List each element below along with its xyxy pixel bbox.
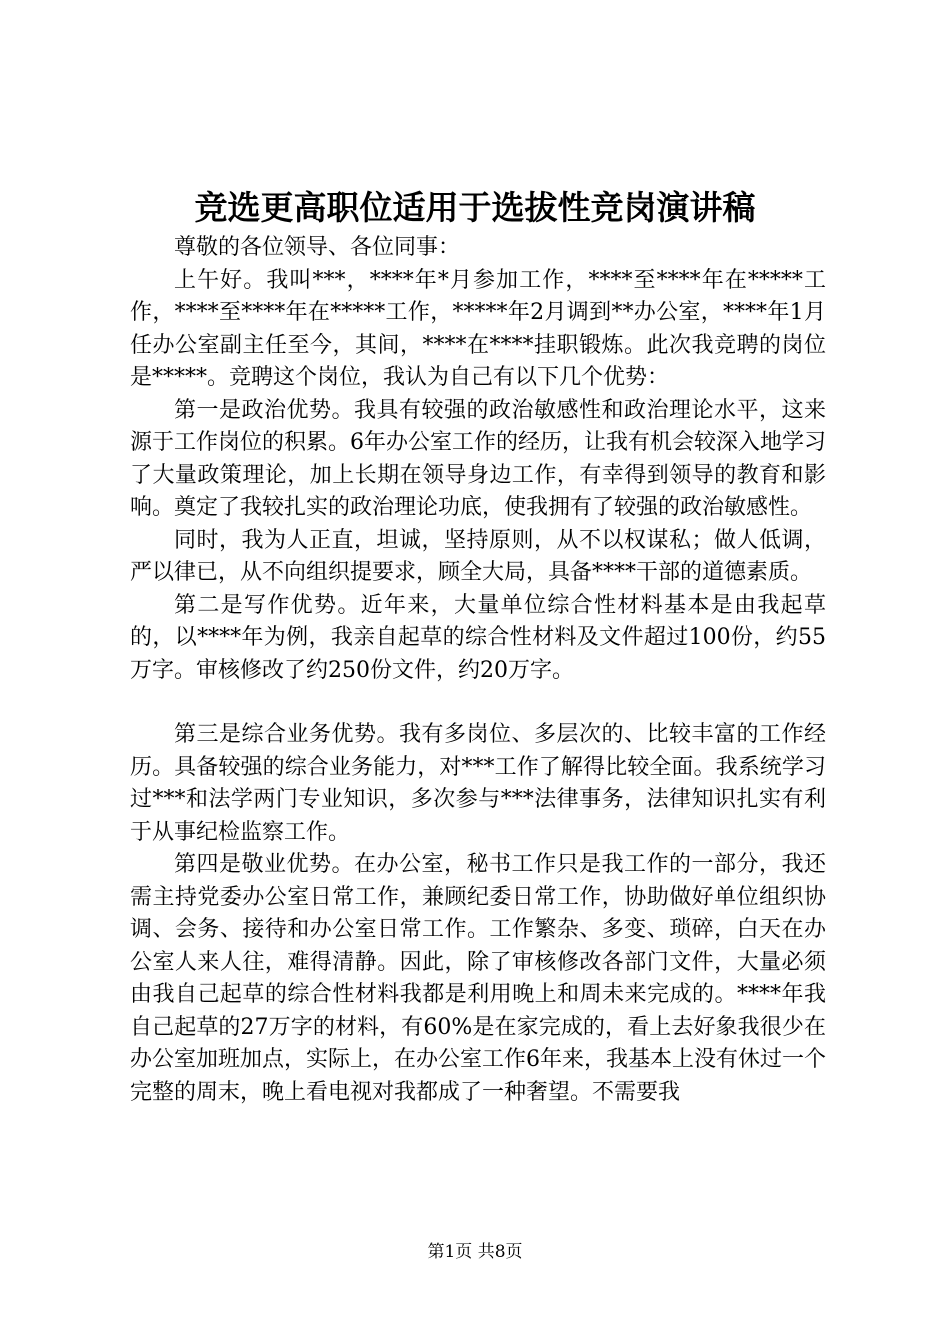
political-advantage-paragraph: 第一是政治优势。我具有较强的政治敏感性和政治理论水平，这来源于工作岗位的积累。6年办公室工作的经历，让我有机会较深入地学习了大量政策理论，加上长期在领导身边工作，有幸得到领导的教育和影响。奠定了我较扎实的政治理论功底，使我拥有了较强的政治敏感性。 — [130, 397, 826, 520]
intro-paragraph: 上午好。我叫***，****年*月参加工作，****至****年在*****工作，****至****年在*****工作，*****年2月调到**办公室，****年1月任办公室副主任至今，其间，****在****挂职锻炼。此次我竞聘的岗位是*****。竞聘这个岗位，我认为自己有以下几个优势： — [130, 267, 826, 390]
document-title: 竞选更高职位适用于选拔性竞岗演讲稿 — [194, 188, 756, 227]
integrity-paragraph: 同时，我为人正直，坦诚，坚持原则，从不以权谋私；做人低调，严以律已，从不向组织提要求，顾全大局，具备****干部的道德素质。 — [130, 527, 826, 585]
business-advantage-paragraph: 第三是综合业务优势。我有多岗位、多层次的、比较丰富的工作经历。具备较强的综合业务能力，对***工作了解得比较全面。我系统学习过***和法学两门专业知识，多次参与***法律事务，法律知识扎实有利于从事纪检监察工作。 — [130, 722, 826, 845]
page-number-footer: 第1页 共8页 — [427, 1242, 523, 1262]
dedication-advantage-paragraph: 第四是敬业优势。在办公室，秘书工作只是我工作的一部分，我还需主持党委办公室日常工作，兼顾纪委日常工作，协助做好单位组织协调、会务、接待和办公室日常工作。工作繁杂、多变、琐碎，白天在办公室人来人往，难得清静。因此，除了审核修改各部门文件，大量必须由我自己起草的综合性材料我都是利用晚上和周未来完成的。****年我自己起草的27万字的材料，有60%是在家完成的，看上去好象我很少在办公室加班加点，实际上，在办公室工作6年来，我基本上没有休过一个完整的周末，晚上看电视对我都成了一种奢望。不需要我 — [130, 852, 826, 1105]
salutation-paragraph: 尊敬的各位领导、各位同事： — [174, 235, 461, 260]
document-body — [130, 232, 826, 1109]
writing-advantage-paragraph: 第二是写作优势。近年来，大量单位综合性材料基本是由我起草的，以****年为例，我亲自起草的综合性材料及文件超过100份，约55万字。审核修改了约250份文件，约20万字。 — [130, 592, 826, 683]
